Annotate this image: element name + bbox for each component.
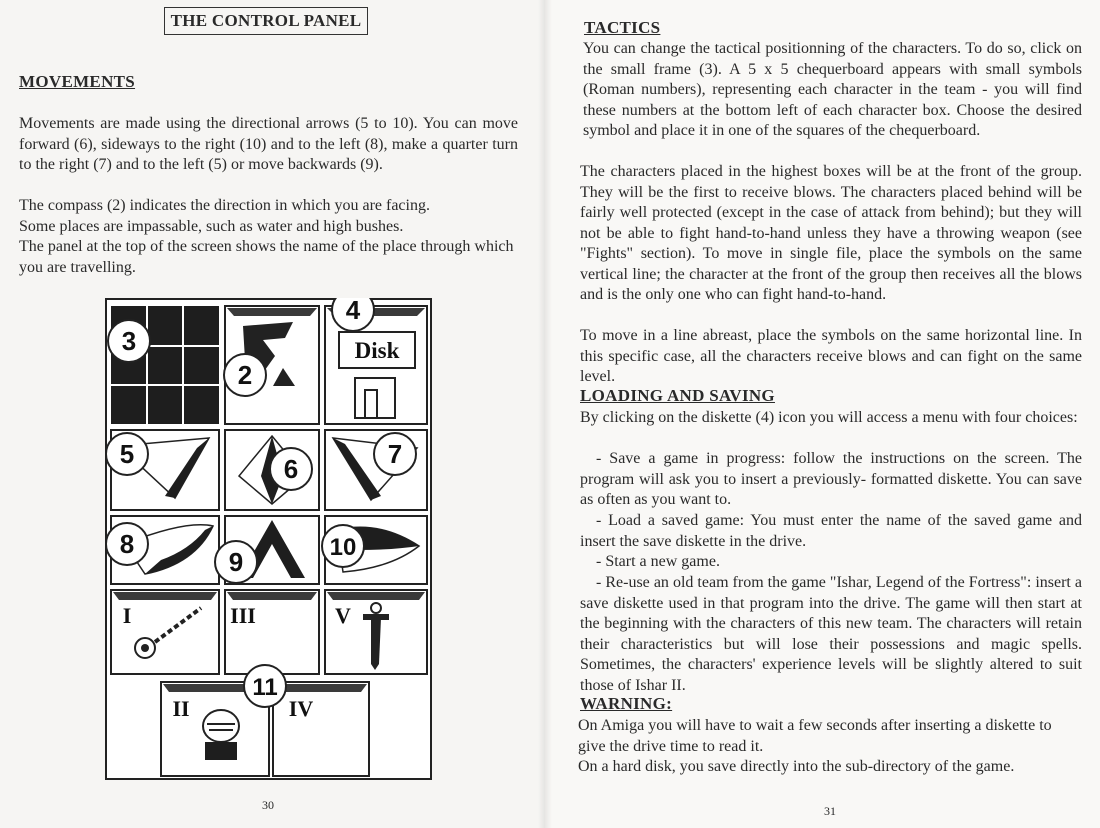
warning-hard-disk-paragraph: On a hard disk, you save directly into the sub-directory of the game. — [578, 758, 1015, 775]
callout-4 — [332, 298, 374, 331]
character-box-3[interactable] — [225, 590, 319, 674]
callout-2 — [224, 354, 266, 396]
roman-numeral: IV — [288, 696, 314, 721]
callout-3 — [108, 320, 150, 362]
impassable-paragraph: Some places are impassable, such as water and high bushes. — [19, 217, 404, 235]
svg-text:6: 6 — [283, 454, 299, 484]
roman-numeral: III — [230, 603, 256, 628]
svg-text:3: 3 — [121, 326, 137, 356]
roman-numeral: V — [335, 603, 351, 628]
page-number-left: 30 — [262, 798, 274, 812]
loading-saving-heading: LOADING AND SAVING — [580, 386, 775, 405]
control-panel-title: THE CONTROL PANEL — [164, 7, 368, 35]
svg-text:2: 2 — [237, 360, 253, 390]
panel-paragraph: The panel at the top of the screen shows the name of the place through which you are travelling. — [19, 238, 514, 276]
character-box-4[interactable] — [273, 682, 369, 776]
reuse-team-item: - Re-use an old team from the game "Ishar, Legend of the Fortress": insert a save diskette used in that program into the drive. The game will then start at the beginning with the characters of this new team. The characters will retain their characteristics but will lose their possessions and magic spells. Sometimes, the characters' experience levels will be slightly altered to suit those of Ishar II. — [580, 574, 1082, 694]
loading-paragraph: By clicking on the diskette (4) icon you will access a menu with four choices: — [580, 409, 1078, 426]
disk-label: Disk — [354, 338, 400, 363]
tactics-heading: TACTICS — [584, 18, 661, 37]
character-box-1[interactable] — [111, 590, 219, 674]
roman-numeral: II — [172, 696, 190, 721]
control-panel-figure — [105, 298, 432, 780]
callout-6 — [270, 448, 312, 490]
callout-9 — [215, 541, 257, 583]
tactics-paragraph-2: The characters placed in the highest boxes will be at the front of the group. They will be the first to receive blows. The characters placed behind will be fairly well protected (except in the case of attack from behind); but they will not be able to fight hand-to-hand unless they have a throwing weapon (see "Fights" section). To move in single file, place the symbols on the same vertical line; the character at the front of the group then receives all the blows and is the only one who can fight hand-to-hand. — [580, 163, 1082, 303]
callout-11 — [244, 665, 286, 707]
svg-text:9: 9 — [228, 547, 244, 577]
svg-text:8: 8 — [119, 529, 135, 559]
callout-10 — [322, 525, 364, 567]
callout-5 — [106, 433, 148, 475]
compass-paragraph: The compass (2) indicates the direction in which you are facing. — [19, 197, 430, 214]
callout-7 — [374, 433, 416, 475]
warning-amiga-paragraph: On Amiga you will have to wait a few seconds after inserting a diskette to give the drive time to read it. — [578, 717, 1052, 755]
callout-8 — [106, 523, 148, 565]
page-number-right: 31 — [824, 804, 836, 818]
svg-text:5: 5 — [119, 439, 135, 469]
warning-heading: WARNING: — [580, 694, 673, 713]
svg-text:4: 4 — [345, 298, 361, 325]
save-game-item: - Save a game in progress: follow the instructions on the screen. The program will ask you to insert a previously- formatted diskette. You can save as often as you want to. — [580, 450, 1082, 508]
movements-paragraph: Movements are made using the directional arrows (5 to 10). You can move forward (6), sideways to the right (10) and to the left (8), make a quarter turn to the right (7) and to the left (5) or move backwards (9). — [19, 115, 518, 173]
svg-text:11: 11 — [252, 674, 278, 701]
character-box-5[interactable] — [325, 590, 427, 674]
svg-text:10: 10 — [329, 534, 357, 561]
tactics-paragraph-1: You can change the tactical positionning of the characters. To do so, click on the small frame (3). A 5 x 5 chequerboard appears with small symbols (Roman numbers), representing each character in the team - you will find these numbers at the bottom left of each character box. Choose the desired symbol and place it in one of the squares of the chequerboard. — [583, 40, 1082, 139]
load-game-item: - Load a saved game: You must enter the name of the saved game and insert the save diskette in the drive. — [580, 512, 1082, 550]
movements-heading: MOVEMENTS — [19, 72, 136, 91]
new-game-item: - Start a new game. — [596, 553, 720, 570]
roman-numeral: I — [122, 603, 132, 628]
svg-text:7: 7 — [387, 439, 403, 469]
tactics-paragraph-3: To move in a line abreast, place the symbols on the same horizontal line. In this specific case, all the characters receive blows and can fight on the same level. — [580, 327, 1082, 385]
book-gutter — [538, 0, 552, 828]
